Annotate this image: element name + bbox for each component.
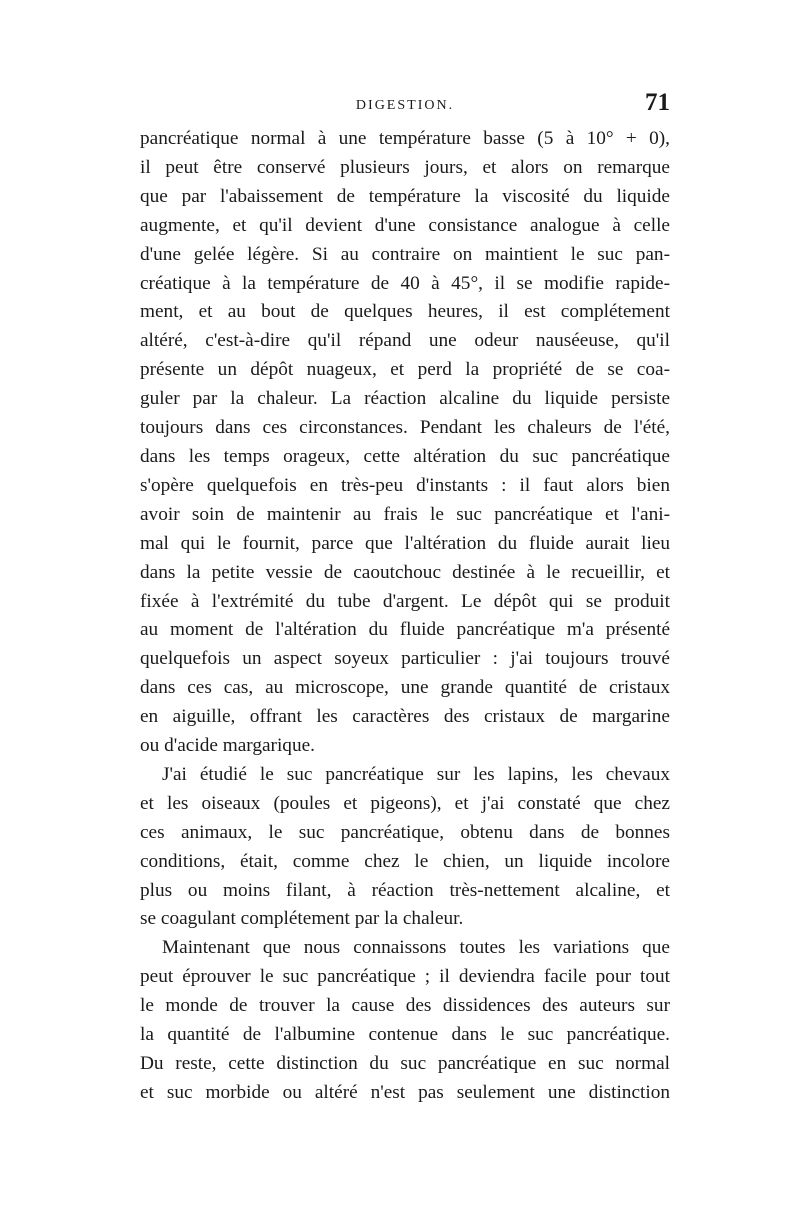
text-line: et suc morbide ou altéré n'est pas seulement une distinction: [140, 1081, 670, 1103]
running-title: DIGESTION.: [355, 98, 455, 113]
text-line: dans ces cas, au microscope, une grande quantité de cristaux: [140, 677, 670, 699]
text-line: augmente, et qu'il devient d'une consistance analogue à celle: [140, 214, 670, 236]
text-line: pancréatique normal à une température basse (5 à 10° + 0),: [140, 128, 670, 149]
text-line: ou d'acide margarique.: [140, 735, 315, 757]
text-line: fixée à l'extrémité du tube d'argent. Le dépôt qui se produit: [140, 590, 670, 612]
text-line: au moment de l'altération du fluide pancréatique m'a présenté: [140, 619, 670, 641]
text-line: mal qui le fournit, parce que l'altération du fluide aurait lieu: [140, 532, 670, 554]
paragraph-start-line: J'ai étudié le suc pancréatique sur les lapins, les chevaux: [162, 763, 670, 785]
text-line: s'opère quelquefois en très-peu d'instants : il faut alors bien: [140, 474, 670, 496]
text-line: la quantité de l'albumine contenue dans le suc pancréatique.: [140, 1024, 670, 1046]
text-line: conditions, était, comme chez le chien, un liquide incolore: [140, 850, 670, 872]
text-line: créatique à la température de 40 à 45°, il se modifie rapide-: [140, 272, 670, 294]
body-text: [140, 125, 670, 1108]
book-page: [140, 89, 670, 1108]
text-line: il peut être conservé plusieurs jours, et alors on remarque: [140, 156, 670, 178]
text-line: en aiguille, offrant les caractères des cristaux de margarine: [140, 706, 670, 728]
text-line: d'une gelée légère. Si au contraire on maintient le suc pan-: [140, 243, 670, 265]
text-line: présente un dépôt nuageux, et perd la propriété de se coa-: [140, 359, 670, 381]
text-line: ces animaux, le suc pancréatique, obtenu dans de bonnes: [140, 821, 670, 843]
text-line: dans la petite vessie de caoutchouc destinée à le recueillir, et: [140, 561, 670, 583]
text-line: peut éprouver le suc pancréatique ; il deviendra facile pour tout: [140, 966, 670, 988]
paragraph-start-line: Maintenant que nous connaissons toutes les variations que: [162, 937, 670, 959]
text-line: quelquefois un aspect soyeux particulier : j'ai toujours trouvé: [140, 648, 670, 670]
text-line: toujours dans ces circonstances. Pendant les chaleurs de l'été,: [140, 417, 670, 439]
text-line: et les oiseaux (poules et pigeons), et j'ai constaté que chez: [140, 792, 670, 814]
text-line: guler par la chaleur. La réaction alcaline du liquide persiste: [140, 388, 670, 410]
text-line: le monde de trouver la cause des dissidences des auteurs sur: [140, 995, 670, 1017]
page-number: 71: [645, 89, 670, 116]
text-line: ment, et au bout de quelques heures, il est complétement: [140, 301, 670, 323]
text-line: dans les temps orageux, cette altération du suc pancréatique: [140, 445, 670, 467]
text-line: que par l'abaissement de température la viscosité du liquide: [140, 185, 670, 207]
text-line: Du reste, cette distinction du suc pancréatique en suc normal: [140, 1053, 670, 1074]
text-line: se coagulant complétement par la chaleur.: [140, 908, 464, 930]
text-line: avoir soin de maintenir au frais le suc pancréatique et l'ani-: [140, 503, 670, 525]
text-line: altéré, c'est-à-dire qu'il répand une odeur nauséeuse, qu'il: [140, 330, 670, 352]
page-header: [140, 89, 670, 125]
text-line: plus ou moins filant, à réaction très-nettement alcaline, et: [140, 879, 670, 901]
